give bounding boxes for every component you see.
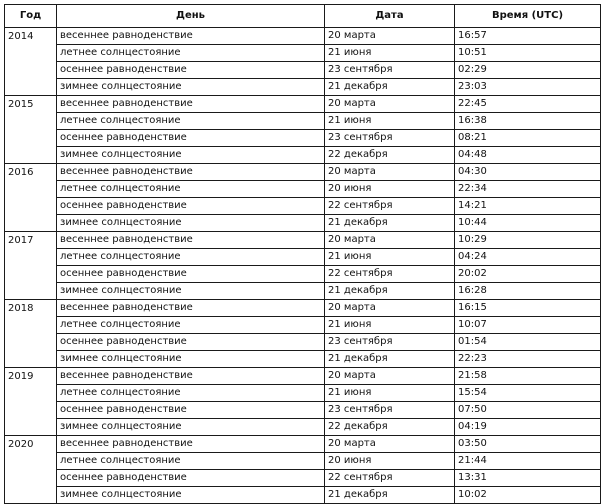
date-cell: 21 декабря	[325, 215, 455, 232]
date-cell: 22 декабря	[325, 147, 455, 164]
solstice-equinox-table	[4, 4, 601, 504]
date-cell: 20 марта	[325, 368, 455, 385]
date-cell: 21 июня	[325, 317, 455, 334]
year-cell: 2020	[5, 436, 57, 504]
table-row	[5, 487, 601, 504]
time-cell: 04:24	[455, 249, 601, 266]
event-name-cell: осеннее равноденствие	[57, 198, 325, 215]
table-row	[5, 300, 601, 317]
event-name-cell: зимнее солнцестояние	[57, 79, 325, 96]
date-cell: 22 декабря	[325, 419, 455, 436]
date-cell: 21 июня	[325, 385, 455, 402]
time-cell: 04:19	[455, 419, 601, 436]
table-row	[5, 79, 601, 96]
event-name-cell: летнее солнцестояние	[57, 45, 325, 62]
date-cell: 20 марта	[325, 300, 455, 317]
date-cell: 20 марта	[325, 96, 455, 113]
date-cell: 20 марта	[325, 436, 455, 453]
time-cell: 03:50	[455, 436, 601, 453]
event-name-cell: весеннее равноденствие	[57, 232, 325, 249]
time-cell: 10:44	[455, 215, 601, 232]
table-row	[5, 419, 601, 436]
date-cell: 21 декабря	[325, 351, 455, 368]
table-row	[5, 113, 601, 130]
table-row	[5, 62, 601, 79]
date-cell: 20 июня	[325, 453, 455, 470]
event-name-cell: весеннее равноденствие	[57, 300, 325, 317]
table-row	[5, 28, 601, 45]
event-name-cell: весеннее равноденствие	[57, 164, 325, 181]
event-name-cell: летнее солнцестояние	[57, 453, 325, 470]
time-cell: 08:21	[455, 130, 601, 147]
time-cell: 16:57	[455, 28, 601, 45]
table-row	[5, 249, 601, 266]
time-cell: 21:58	[455, 368, 601, 385]
time-cell: 21:44	[455, 453, 601, 470]
event-name-cell: зимнее солнцестояние	[57, 215, 325, 232]
date-cell: 22 сентября	[325, 198, 455, 215]
time-cell: 22:34	[455, 181, 601, 198]
time-cell: 10:51	[455, 45, 601, 62]
time-cell: 04:30	[455, 164, 601, 181]
time-cell: 16:38	[455, 113, 601, 130]
time-cell: 07:50	[455, 402, 601, 419]
year-cell: 2016	[5, 164, 57, 232]
time-cell: 10:29	[455, 232, 601, 249]
event-name-cell: весеннее равноденствие	[57, 28, 325, 45]
table-row	[5, 453, 601, 470]
event-name-cell: летнее солнцестояние	[57, 385, 325, 402]
event-name-cell: летнее солнцестояние	[57, 113, 325, 130]
date-cell: 22 сентября	[325, 470, 455, 487]
year-cell: 2015	[5, 96, 57, 164]
event-name-cell: летнее солнцестояние	[57, 181, 325, 198]
event-name-cell: осеннее равноденствие	[57, 402, 325, 419]
table-body	[5, 28, 601, 504]
date-cell: 21 июня	[325, 249, 455, 266]
time-cell: 13:31	[455, 470, 601, 487]
event-name-cell: осеннее равноденствие	[57, 130, 325, 147]
event-name-cell: весеннее равноденствие	[57, 368, 325, 385]
event-name-cell: осеннее равноденствие	[57, 62, 325, 79]
header-day: День	[57, 5, 325, 28]
time-cell: 10:02	[455, 487, 601, 504]
table-row	[5, 317, 601, 334]
table-row	[5, 96, 601, 113]
event-name-cell: зимнее солнцестояние	[57, 487, 325, 504]
time-cell: 15:54	[455, 385, 601, 402]
date-cell: 21 декабря	[325, 487, 455, 504]
date-cell: 21 июня	[325, 113, 455, 130]
header-row	[5, 5, 601, 28]
date-cell: 23 сентября	[325, 402, 455, 419]
table-row	[5, 130, 601, 147]
time-cell: 04:48	[455, 147, 601, 164]
time-cell: 22:45	[455, 96, 601, 113]
date-cell: 22 сентября	[325, 266, 455, 283]
header-year: Год	[5, 5, 57, 28]
year-cell: 2019	[5, 368, 57, 436]
header-time: Время (UTC)	[455, 5, 601, 28]
event-name-cell: летнее солнцестояние	[57, 317, 325, 334]
time-cell: 14:21	[455, 198, 601, 215]
event-name-cell: весеннее равноденствие	[57, 96, 325, 113]
time-cell: 22:23	[455, 351, 601, 368]
date-cell: 21 декабря	[325, 79, 455, 96]
date-cell: 20 марта	[325, 164, 455, 181]
event-name-cell: осеннее равноденствие	[57, 334, 325, 351]
date-cell: 21 декабря	[325, 283, 455, 300]
time-cell: 01:54	[455, 334, 601, 351]
event-name-cell: зимнее солнцестояние	[57, 419, 325, 436]
table-row	[5, 283, 601, 300]
date-cell: 23 сентября	[325, 130, 455, 147]
table-row	[5, 232, 601, 249]
time-cell: 16:28	[455, 283, 601, 300]
event-name-cell: зимнее солнцестояние	[57, 147, 325, 164]
table-row	[5, 436, 601, 453]
event-name-cell: осеннее равноденствие	[57, 470, 325, 487]
date-cell: 21 июня	[325, 45, 455, 62]
table-row	[5, 368, 601, 385]
table-row	[5, 266, 601, 283]
table-row	[5, 164, 601, 181]
time-cell: 02:29	[455, 62, 601, 79]
event-name-cell: зимнее солнцестояние	[57, 283, 325, 300]
table-row	[5, 402, 601, 419]
date-cell: 20 июня	[325, 181, 455, 198]
date-cell: 20 марта	[325, 232, 455, 249]
time-cell: 23:03	[455, 79, 601, 96]
event-name-cell: летнее солнцестояние	[57, 249, 325, 266]
time-cell: 20:02	[455, 266, 601, 283]
table-row	[5, 385, 601, 402]
year-cell: 2018	[5, 300, 57, 368]
date-cell: 23 сентября	[325, 334, 455, 351]
time-cell: 16:15	[455, 300, 601, 317]
event-name-cell: осеннее равноденствие	[57, 266, 325, 283]
table-row	[5, 147, 601, 164]
header-date: Дата	[325, 5, 455, 28]
table-row	[5, 470, 601, 487]
year-cell: 2014	[5, 28, 57, 96]
time-cell: 10:07	[455, 317, 601, 334]
date-cell: 20 марта	[325, 28, 455, 45]
table-row	[5, 45, 601, 62]
table-row	[5, 198, 601, 215]
table-row	[5, 351, 601, 368]
year-cell: 2017	[5, 232, 57, 300]
table-row	[5, 181, 601, 198]
table-row	[5, 334, 601, 351]
table-row	[5, 215, 601, 232]
event-name-cell: весеннее равноденствие	[57, 436, 325, 453]
date-cell: 23 сентября	[325, 62, 455, 79]
event-name-cell: зимнее солнцестояние	[57, 351, 325, 368]
